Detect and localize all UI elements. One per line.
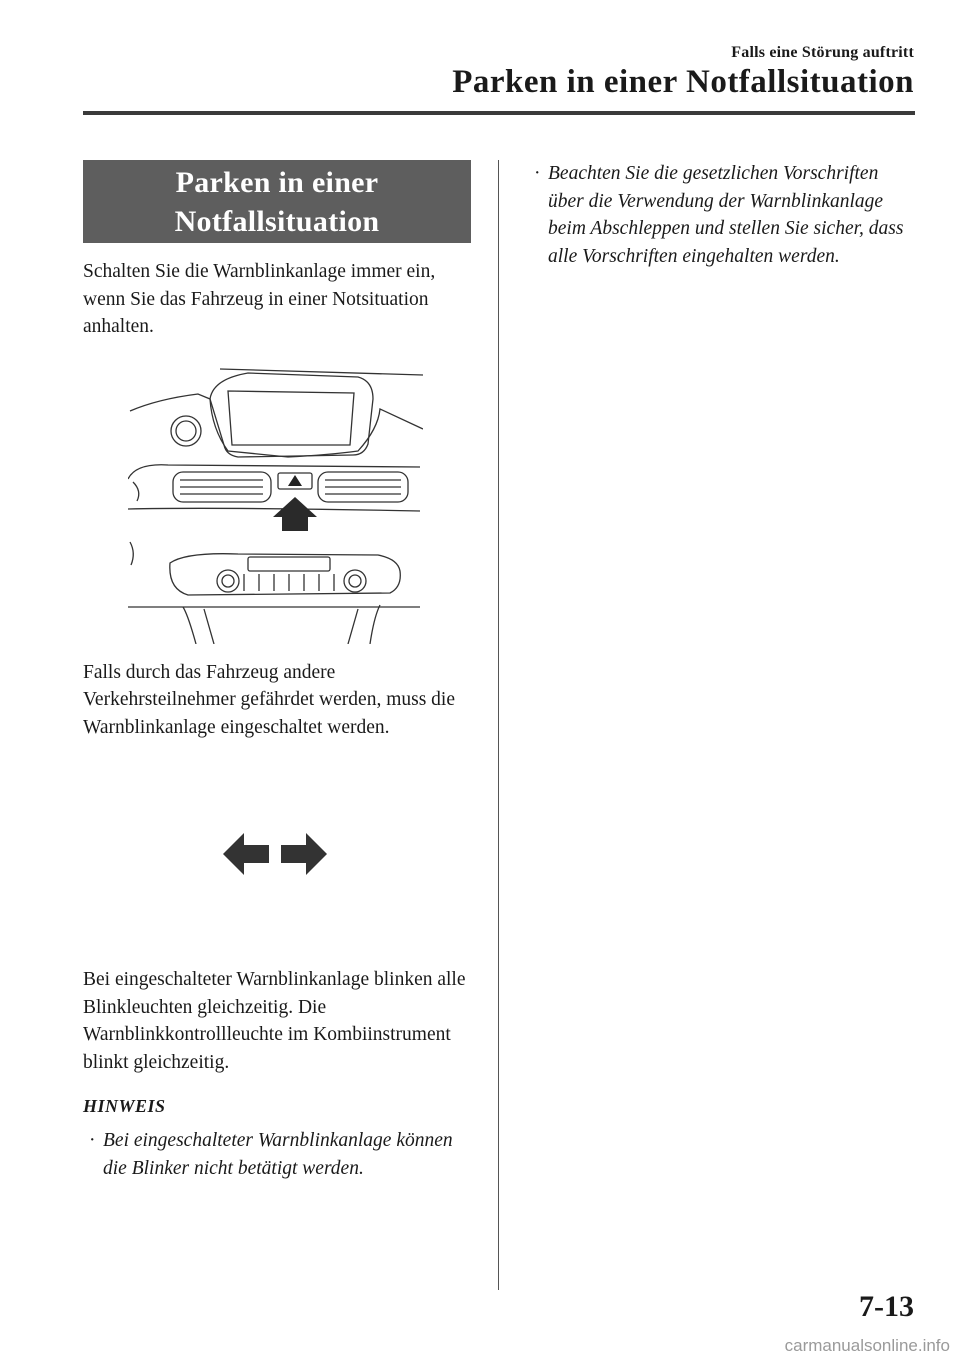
note-heading: HINWEIS [83,1096,166,1116]
section-heading-line1: Parken in einer [175,166,379,199]
paragraph-hazard-behaviour: Bei eingeschalteter Warnblinkanlage blinken alle Blinkleuchten gleichzeitig. Die Warnblinkkontrollleuchte im Kombiinstrument blinkt gleichzeitig. [83,969,466,1073]
chapter-label: Falls eine Störung auftritt [731,44,914,61]
bullet-glyph: · [89,1130,96,1151]
note-item-text: Beachten Sie die gesetzlichen Vorschriften über die Verwendung der Warnblinkanlage beim Abschleppen und stellen Sie sicher, dass alle Vorschriften eingehalten werden. [548,163,904,267]
dashboard-hazard-switch-illustration [128,359,423,644]
note-item [528,160,918,270]
paragraph-intro: Schalten Sie die Warnblinkanlage immer ein, wenn Sie das Fahrzeug in einer Notsituation anhalten. [83,261,436,337]
column-divider [498,160,499,1290]
running-head [314,44,914,101]
section-title: Parken in einer Notfallsituation [452,64,914,100]
turn-signal-arrows-icon [223,833,327,875]
note-item-text: Bei eingeschalteter Warnblinkanlage können die Blinker nicht betätigt werden. [103,1130,453,1179]
section-heading-box [83,160,471,243]
section-heading-line2: Notfallsituation [174,205,380,238]
header-rule [83,111,915,115]
bullet-glyph: · [534,163,541,184]
paragraph-hazard-requirement: Falls durch das Fahrzeug andere Verkehrsteilnehmer gefährdet werden, muss die Warnblinkanlage eingeschaltet werden. [83,661,455,738]
page-number: 7-13 [859,1290,914,1323]
watermark: carmanualsonline.info [784,1336,950,1355]
right-column [528,160,918,270]
left-column [83,160,473,1182]
note-item [83,1127,473,1182]
